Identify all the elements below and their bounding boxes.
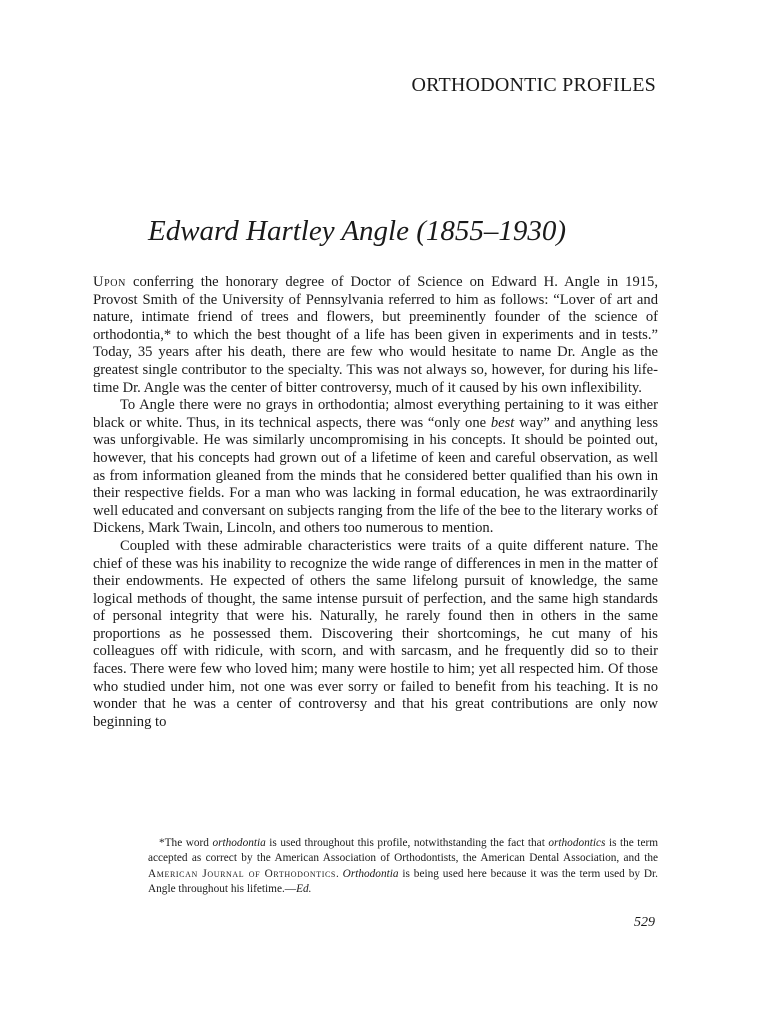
footnote-editor-mark: Ed.: [296, 883, 312, 896]
running-head: ORTHODONTIC PROFILES: [411, 74, 656, 96]
footnote-term-orthodontics: orthodontics: [548, 837, 606, 849]
article-title: Edward Hartley Angle (1855–1930): [148, 215, 567, 247]
footnote-part-5: is being used here because it was the term used by Dr. Angle throughout his lifetime.—: [148, 867, 658, 896]
footnote-journal-name: American Journal of Orthodontics: [148, 867, 336, 880]
paragraph-3: Coupled with these admirable characteristics were traits of a quite different nature. The chief of these was his inability to recognize the wide range of differences in men in the matter of their endowments. He expected of others the same lifelong pursuit of knowledge, the same logical methods of thought, the same intense pursuit of perfection, and the same high standards of personal integrity that were his. Naturally, he rarely found then in others in the same proportions as he possessed them. Discovering their shortcomings, he cut many of his colleagues off with ridicule, with scorn, and with sarcasm, and he frequently did so to their faces. There were few who loved him; many were hostile to him; yet all respected him. Of those who studied under him, not one was ever sorry or failed to benefit from his teaching. It is no wonder that he was a center of controversy and that his great contributions are only now beginning to: [93, 537, 658, 730]
paragraph-2-text-b: way” and anything less was unforgivable. He was similarly uncompromising in his concepts. It should be pointed out, however, that his concepts had grown out of a lifetime of keen and careful observation, as well as from information gleaned from the minds that he considered better qualified than his own in their respective fields. For a man who was lacking in formal education, he was extraordinarily well educated and conversant on subjects ranging from the life of the bee to the literary works of Dickens, Mark Twain, Lincoln, and others too numerous to mention.: [93, 414, 659, 537]
page-number: 529: [634, 915, 655, 930]
drop-lead-word: Upon: [93, 274, 126, 290]
paragraph-1: [93, 274, 658, 397]
paragraph-2: [93, 397, 658, 538]
footnote-part-1: *The word: [159, 837, 213, 849]
footnote-term-orthodontia-2: Orthodontia: [342, 867, 399, 880]
footnote-part-2: is used throughout this profile, notwithstanding the fact that: [265, 837, 549, 849]
footnote-term-orthodontia: orthodontia: [212, 837, 266, 849]
paragraph-2-text-a: To Angle there were no grays in orthodontia; almost everything pertaining to it was either black or white. Thus, in its technical aspects, there was “only one: [93, 397, 658, 431]
footnote-part-4: .: [335, 867, 343, 880]
footnote: [148, 836, 658, 898]
paragraph-1-text: conferring the honorary degree of Doctor of Science on Edward H. Angle in 1915, Provost Smith of the University of Pennsylvania referred to him as follows: “Lover of art and nature, intimate friend of trees and flowers, but preeminently founder of the science of orthodontia,* to which the best thought of a life has been given in experiments and in tests.” Today, 35 years after his death, there are few who would hesitate to name Dr. Angle as the greatest single contributor to the specialty. This was not always so, however, for during his lifetime Dr. Angle was the center of bitter controversy, much of it caused by his own inflexibility.: [93, 274, 658, 396]
footnote-text: [148, 836, 658, 898]
emphasis-best: best: [490, 414, 515, 431]
article-body: [93, 274, 658, 731]
footnote-part-3: is the term accepted as correct by the American Association of Orthodontists, the American Dental Association, and the: [148, 837, 659, 865]
